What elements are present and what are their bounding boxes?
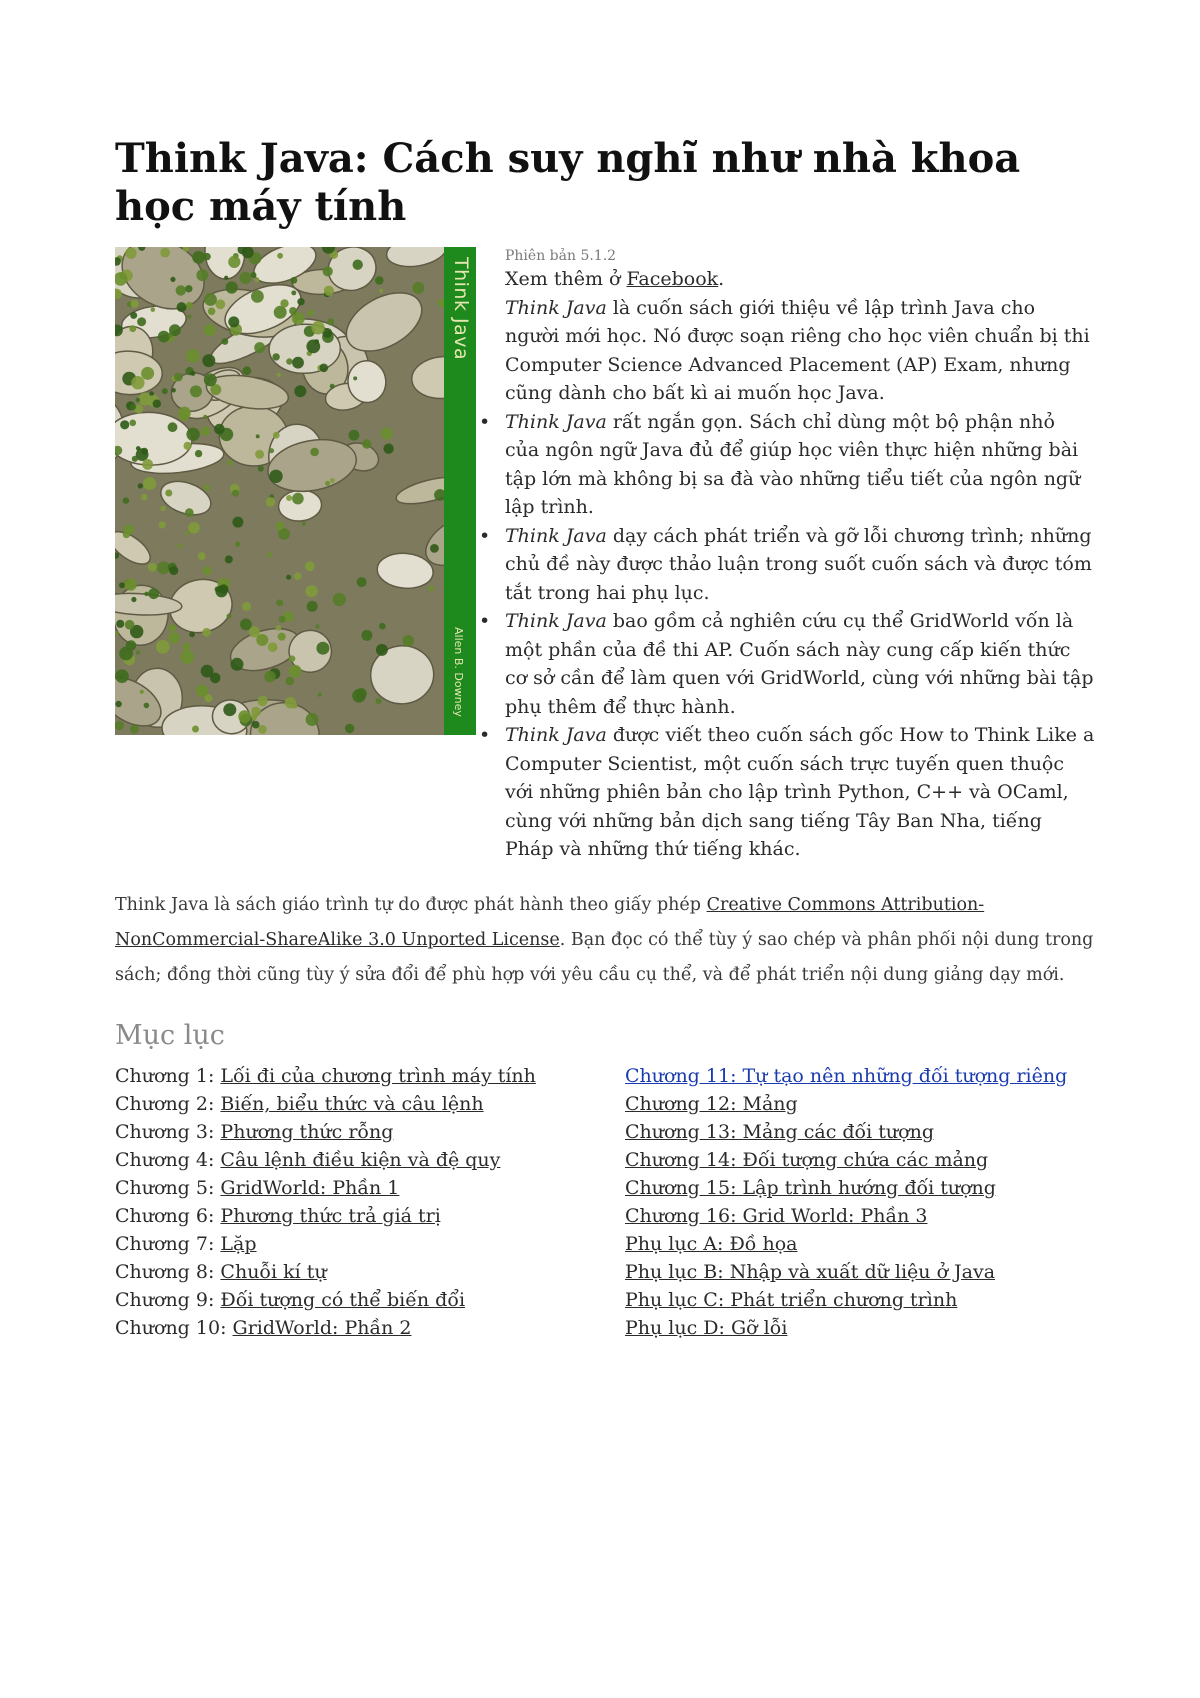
stone-wall-picture bbox=[115, 247, 476, 735]
intro-paragraph: Think Java là cuốn sách giới thiệu về lập trình Java cho người mới học. Nó được soạn riêng cho học viên chuẩn bị thi Computer Science Advanced Placement (AP) Exam, nhưng cũng dành cho bất kì ai muốn học Java. bbox=[505, 296, 1090, 404]
toc-link-chapter-2[interactable]: Biến, biểu thức và câu lệnh bbox=[220, 1093, 484, 1115]
toc-link-chapter-16[interactable]: Chương 16: Grid World: Phần 3 bbox=[625, 1205, 928, 1227]
toc-item bbox=[625, 1062, 1105, 1090]
toc-link-chapter-4[interactable]: Câu lệnh điều kiện và đệ quy bbox=[220, 1149, 501, 1171]
list-item: • Think Java rất ngắn gọn. Sách chỉ dùng một bộ phận nhỏ của ngôn ngữ Java đủ để giúp học viên thực hiện những bài tập lớn mà không bị sa đà vào những tiểu tiết của ngôn ngữ lập trình. bbox=[505, 408, 1095, 522]
bullet-icon: • bbox=[479, 410, 491, 433]
toc-link-chapter-6[interactable]: Phương thức trả giá trị bbox=[220, 1205, 441, 1227]
toc-right-column bbox=[625, 1062, 1105, 1342]
see-also-line: Xem thêm ở Facebook. bbox=[505, 268, 725, 290]
toc-item bbox=[625, 1118, 1105, 1146]
toc-heading: Mục lục bbox=[115, 1020, 225, 1051]
toc-link-chapter-14[interactable]: Chương 14: Đối tượng chứa các mảng bbox=[625, 1149, 989, 1171]
toc-item: Chương 3: Phương thức rỗng bbox=[115, 1121, 394, 1143]
bullet-icon: • bbox=[479, 724, 491, 746]
toc-item bbox=[625, 1146, 1105, 1174]
toc-link-appendix-b[interactable]: Phụ lục B: Nhập và xuất dữ liệu ở Java bbox=[625, 1261, 996, 1283]
toc-link-chapter-5[interactable]: GridWorld: Phần 1 bbox=[220, 1177, 400, 1199]
toc-item: Chương 2: Biến, biểu thức và câu lệnh bbox=[115, 1093, 484, 1115]
toc-link-chapter-7[interactable]: Lặp bbox=[220, 1233, 257, 1255]
toc-item bbox=[625, 1286, 1105, 1314]
toc-item bbox=[625, 1174, 1105, 1202]
toc-item bbox=[625, 1230, 1105, 1258]
toc-item: Chương 5: GridWorld: Phần 1 bbox=[115, 1177, 400, 1199]
toc-link-appendix-c[interactable]: Phụ lục C: Phát triển chương trình bbox=[625, 1289, 958, 1311]
toc-item bbox=[625, 1090, 1105, 1118]
toc-link-chapter-11[interactable]: Chương 11: Tự tạo nên những đối tượng riêng bbox=[625, 1065, 1068, 1087]
toc-link-chapter-13[interactable]: Chương 13: Mảng các đối tượng bbox=[625, 1121, 934, 1143]
license-paragraph: Think Java là sách giáo trình tự do được phát hành theo giấy phép Creative Commons Attribution-NonCommercial-ShareAlike 3.0 Unported License. Bạn đọc có thể tùy ý sao chép và phân phối nội dung trong sách; đồng thời cũng tùy ý sửa đổi để phù hợp với yêu cầu cụ thể, và để phát triển nội dung giảng dạy mới. bbox=[115, 895, 1094, 985]
book-description bbox=[479, 247, 1095, 864]
toc-item: Chương 4: Câu lệnh điều kiện và đệ quy bbox=[115, 1149, 501, 1171]
feature-list bbox=[479, 408, 1095, 864]
toc-item: Chương 8: Chuỗi kí tự bbox=[115, 1261, 327, 1283]
toc-item: Chương 1: Lối đi của chương trình máy tính bbox=[115, 1065, 536, 1087]
cover-spine bbox=[444, 247, 476, 735]
toc-item bbox=[625, 1202, 1105, 1230]
bullet-icon: • bbox=[479, 610, 491, 632]
toc-link-chapter-1[interactable]: Lối đi của chương trình máy tính bbox=[220, 1065, 536, 1087]
list-item: • Think Java bao gồm cả nghiên cứu cụ thể GridWorld vốn là một phần của đề thi AP. Cuốn sách này cung cấp kiến thức cơ sở cần để làm quen với GridWorld, cùng với những bài tập phụ thêm để thực hành. bbox=[505, 607, 1095, 721]
toc-link-chapter-3[interactable]: Phương thức rỗng bbox=[220, 1121, 394, 1143]
page-title: Think Java: Cách suy nghĩ như nhà khoa học máy tính bbox=[115, 135, 1021, 230]
toc-link-chapter-9[interactable]: Đối tượng có thể biến đổi bbox=[220, 1289, 466, 1311]
facebook-link[interactable]: Facebook bbox=[626, 268, 719, 290]
toc-link-chapter-15[interactable]: Chương 15: Lập trình hướng đối tượng bbox=[625, 1177, 996, 1199]
bullet-icon: • bbox=[479, 524, 491, 547]
toc-left-column bbox=[115, 1062, 615, 1342]
cover-spine-author: Allen B. Downey bbox=[452, 627, 465, 717]
license-link[interactable]: Creative Commons Attribution-NonCommercial-ShareAlike 3.0 Unported License bbox=[115, 895, 985, 950]
toc-link-chapter-10[interactable]: GridWorld: Phần 2 bbox=[232, 1317, 412, 1339]
cover-spine-title: Think Java bbox=[450, 257, 472, 361]
toc-link-appendix-d[interactable]: Phụ lục D: Gỡ lỗi bbox=[625, 1317, 788, 1339]
toc-item: Chương 7: Lặp bbox=[115, 1233, 257, 1255]
list-item: • Think Java được viết theo cuốn sách gốc How to Think Like a Computer Scientist, một cuốn sách trực tuyến quen thuộc với những phiên bản cho lập trình Python, C++ và OCaml, cùng với những bản dịch sang tiếng Tây Ban Nha, tiếng Pháp và những thứ tiếng khác. bbox=[505, 721, 1095, 864]
list-item: • Think Java dạy cách phát triển và gỡ lỗi chương trình; những chủ đề này được thảo luận trong suốt cuốn sách và được tóm tắt trong hai phụ lục. bbox=[505, 522, 1095, 608]
version-label: Phiên bản 5.1.2 bbox=[505, 248, 617, 264]
toc-item: Chương 6: Phương thức trả giá trị bbox=[115, 1205, 441, 1227]
toc-item bbox=[625, 1258, 1105, 1286]
toc-item: Chương 9: Đối tượng có thể biến đổi bbox=[115, 1289, 466, 1311]
toc-item: Chương 10: GridWorld: Phần 2 bbox=[115, 1317, 412, 1339]
toc-link-chapter-8[interactable]: Chuỗi kí tự bbox=[220, 1261, 327, 1283]
toc-item bbox=[625, 1314, 1105, 1342]
toc-link-chapter-12[interactable]: Chương 12: Mảng bbox=[625, 1093, 798, 1115]
book-cover-image bbox=[115, 247, 476, 735]
toc-link-appendix-a[interactable]: Phụ lục A: Đồ họa bbox=[625, 1233, 798, 1255]
